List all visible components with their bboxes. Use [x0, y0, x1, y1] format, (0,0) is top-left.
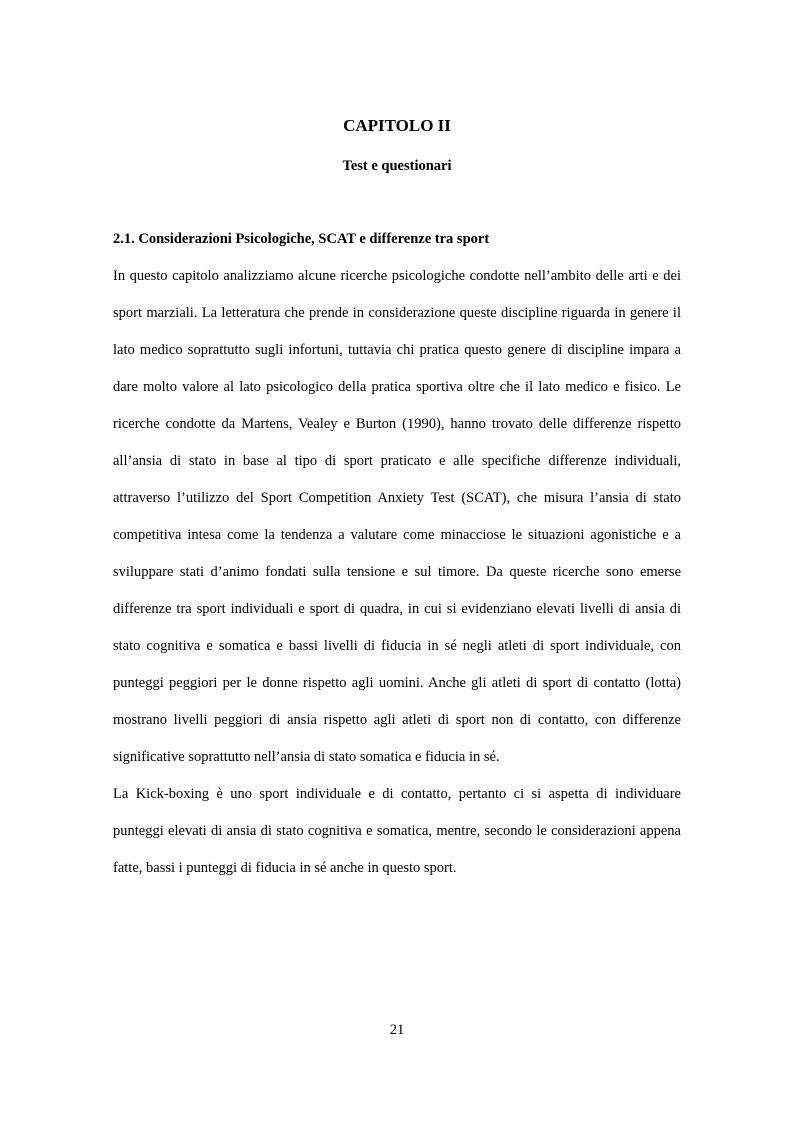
page-number: 21: [389, 1022, 405, 1038]
chapter-title: CAPITOLO II: [343, 116, 451, 135]
paragraph-2: La Kick-boxing è uno sport individuale e di contatto, pertanto ci si aspetta di individuare punteggi elevati di ansia di stato cognitiva e somatica, mentre, secondo le considerazioni appena fatte, bassi i punteggi di fiducia in sé anche in questo sport.: [113, 786, 681, 876]
section-heading: 2.1. Considerazioni Psicologiche, SCAT e differenze tra sport: [113, 231, 490, 247]
body-text: [113, 258, 681, 887]
paragraph-1: In questo capitolo analizziamo alcune ricerche psicologiche condotte nell’ambito delle arti e dei sport marziali. La letteratura che prende in considerazione queste discipline riguarda in genere il lato medico soprattutto sugli infortuni, tuttavia chi pratica questo genere di discipline impara a dare molto valore al lato psicologico della pratica sportiva oltre che il lato medico e fisico. Le ricerche condotte da Martens, Vealey e Burton (1990), hanno trovato delle differenze rispetto all’ansia di stato in base al tipo di sport praticato e alle specifiche differenze individuali, attraverso l’utilizzo del Sport Competition Anxiety Test (SCAT), che misura l’ansia di stato competitiva intesa come la tendenza a valutare come minacciose le situazioni agonistiche e a sviluppare stati d’animo fondati sulla tensione e sul timore. Da queste ricerche sono emerse differenze tra sport individuali e sport di quadra, in cui si evidenziano elevati livelli di ansia di stato cognitiva e somatica e bassi livelli di fiducia in sé negli atleti di sport individuale, con punteggi peggiori per le donne rispetto agli uomini. Anche gli atleti di sport di contatto (lotta) mostrano livelli peggiori di ansia rispetto agli atleti di sport non di contatto, con differenze significative soprattutto nell’ansia di stato somatica e fiducia in sé.: [113, 268, 681, 765]
chapter-subtitle: Test e questionari: [342, 158, 452, 174]
